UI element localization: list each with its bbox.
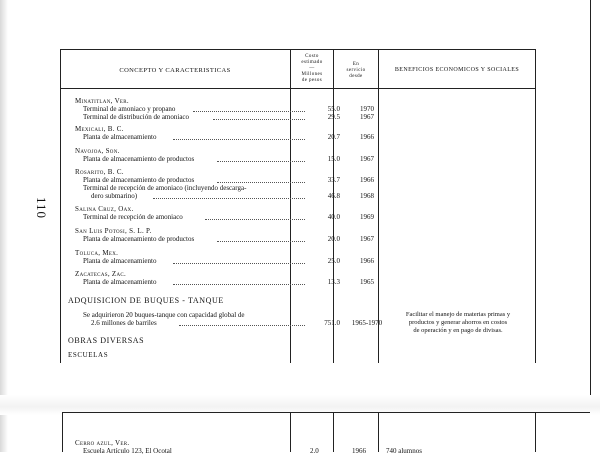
item-cost: 25.0	[327, 257, 340, 265]
next-page-year: 1966	[352, 447, 366, 455]
page-number: 110	[34, 196, 50, 220]
item-cost: 55.0	[327, 105, 340, 113]
leader-dots	[179, 324, 305, 326]
next-page-benefit: 740 alumnos	[386, 447, 422, 455]
header-en-line: En	[352, 62, 360, 67]
leader-dots	[217, 160, 305, 162]
header-en-servicio	[335, 62, 377, 80]
item-year: 1966	[360, 176, 374, 184]
item-description: Se adquirieron 20 buques-tanque con capacidad global de	[83, 311, 245, 319]
location-name: Mexicali, B. C.	[75, 125, 124, 133]
next-page-partial-line: Escuela Artículo 123, El Ocotal	[83, 447, 172, 455]
item-year: 1967	[360, 235, 374, 243]
header-costo-line: estimado	[301, 60, 323, 65]
item-year: 1965	[360, 278, 374, 286]
next-page-column-divider	[290, 412, 291, 452]
benefit-line: de operación y en pago de divisas.	[413, 327, 503, 334]
header-costo	[292, 54, 332, 84]
section-title-obras: OBRAS DIVERSAS	[68, 336, 145, 345]
item-year: 1969	[360, 213, 374, 221]
header-concepto: CONCEPTO Y CARACTERISTICAS	[119, 67, 231, 74]
next-page-column-divider	[535, 412, 536, 452]
item-description: Planta de almacenamiento	[83, 257, 157, 265]
item-year: 1967	[360, 155, 374, 163]
item-cost: 15.0	[327, 155, 340, 163]
item-description: Planta de almacenamiento de productos	[83, 176, 195, 184]
item-cost: 33.7	[327, 176, 340, 184]
table-row	[75, 235, 535, 244]
item-year: 1970	[360, 105, 374, 113]
next-page-cost: 2.0	[310, 447, 319, 455]
item-cost: 20.7	[327, 133, 340, 141]
location-name: Toluca, Mex.	[75, 249, 119, 257]
location-name: Rosarito, B. C.	[75, 168, 124, 176]
item-description: Planta de almacenamiento de productos	[83, 235, 195, 243]
scan-edge	[0, 0, 8, 452]
leader-dots	[205, 218, 305, 220]
item-description: Planta de almacenamiento de productos	[83, 155, 195, 163]
item-description: Terminal de recepción de amoniaco	[83, 213, 183, 221]
table-row	[75, 113, 535, 122]
item-cost: 13.3	[327, 278, 340, 286]
item-cost: 20.0	[327, 235, 340, 243]
item-description: Terminal de recepción de amoniaco (incluyendo descarga-	[83, 184, 247, 192]
header-beneficios: BENEFICIOS ECONOMICOS Y SOCIALES	[394, 67, 520, 73]
table-row	[75, 213, 535, 222]
table-row	[75, 192, 535, 201]
item-year: 1966	[360, 133, 374, 141]
item-description: Planta de almacenamiento	[83, 278, 157, 286]
location-name: Salina Cruz, Oax.	[75, 205, 134, 213]
column-divider-left	[60, 49, 61, 363]
next-page-top-rule	[62, 412, 590, 413]
next-page-column-divider	[333, 412, 334, 452]
next-page-border-left	[62, 412, 63, 452]
table-row	[75, 155, 535, 164]
location-name: Navojoa, Son.	[75, 147, 120, 155]
next-page-location: Cerro azul, Ver.	[75, 439, 130, 447]
leader-dots	[217, 240, 305, 242]
column-divider-right	[535, 49, 536, 363]
header-costo-line: de pesos	[301, 78, 323, 83]
section-title-buques: ADQUISICION DE BUQUES - TANQUE	[68, 296, 224, 305]
item-description: Terminal de distribución de amoniaco	[83, 113, 190, 121]
section-subtitle-escuelas: ESCUELAS	[68, 351, 109, 359]
item-year: 1966	[360, 257, 374, 265]
table-header-rule	[60, 88, 536, 89]
location-name: Zacatecas, Zac.	[75, 270, 127, 278]
header-costo-line: —	[309, 66, 315, 71]
header-en-line: servicio	[346, 68, 366, 73]
table-row	[75, 278, 535, 287]
leader-dots	[193, 110, 305, 112]
item-cost: 29.5	[327, 113, 340, 121]
table-row	[75, 257, 535, 266]
item-year: 1967	[360, 113, 374, 121]
next-page-column-divider	[378, 412, 379, 452]
item-description: Planta de almacenamiento	[83, 133, 157, 141]
item-description: Terminal de amoniaco y propano	[83, 105, 176, 113]
item-year: 1965-1970	[351, 319, 383, 327]
header-costo-line: Millones	[301, 72, 323, 77]
location-name: San Luis Potosi, S. L. P.	[75, 227, 152, 235]
table-top-rule	[60, 49, 536, 50]
leader-dots	[173, 283, 305, 285]
benefit-text	[383, 311, 533, 335]
benefit-line: productos y generar ahorros en costos	[408, 319, 508, 326]
item-description: 2.6 millones de barriles	[91, 319, 157, 327]
benefit-line: Facilitar el manejo de materias primas y	[405, 311, 511, 318]
page-border-right	[590, 0, 591, 400]
header-en-line: desde	[349, 74, 363, 79]
item-description: dero submarino)	[91, 192, 138, 200]
location-name: Minatitlan, Ver.	[75, 97, 129, 105]
item-cost: 751.0	[324, 319, 340, 327]
leader-dots	[173, 262, 305, 264]
leader-dots	[153, 197, 305, 199]
item-cost: 40.0	[327, 213, 340, 221]
table-row	[75, 133, 535, 142]
header-costo-line: Costo	[305, 54, 319, 59]
leader-dots	[213, 118, 305, 120]
item-cost: 46.8	[327, 192, 340, 200]
item-year: 1968	[360, 192, 374, 200]
leader-dots	[173, 138, 305, 140]
leader-dots	[217, 181, 305, 183]
